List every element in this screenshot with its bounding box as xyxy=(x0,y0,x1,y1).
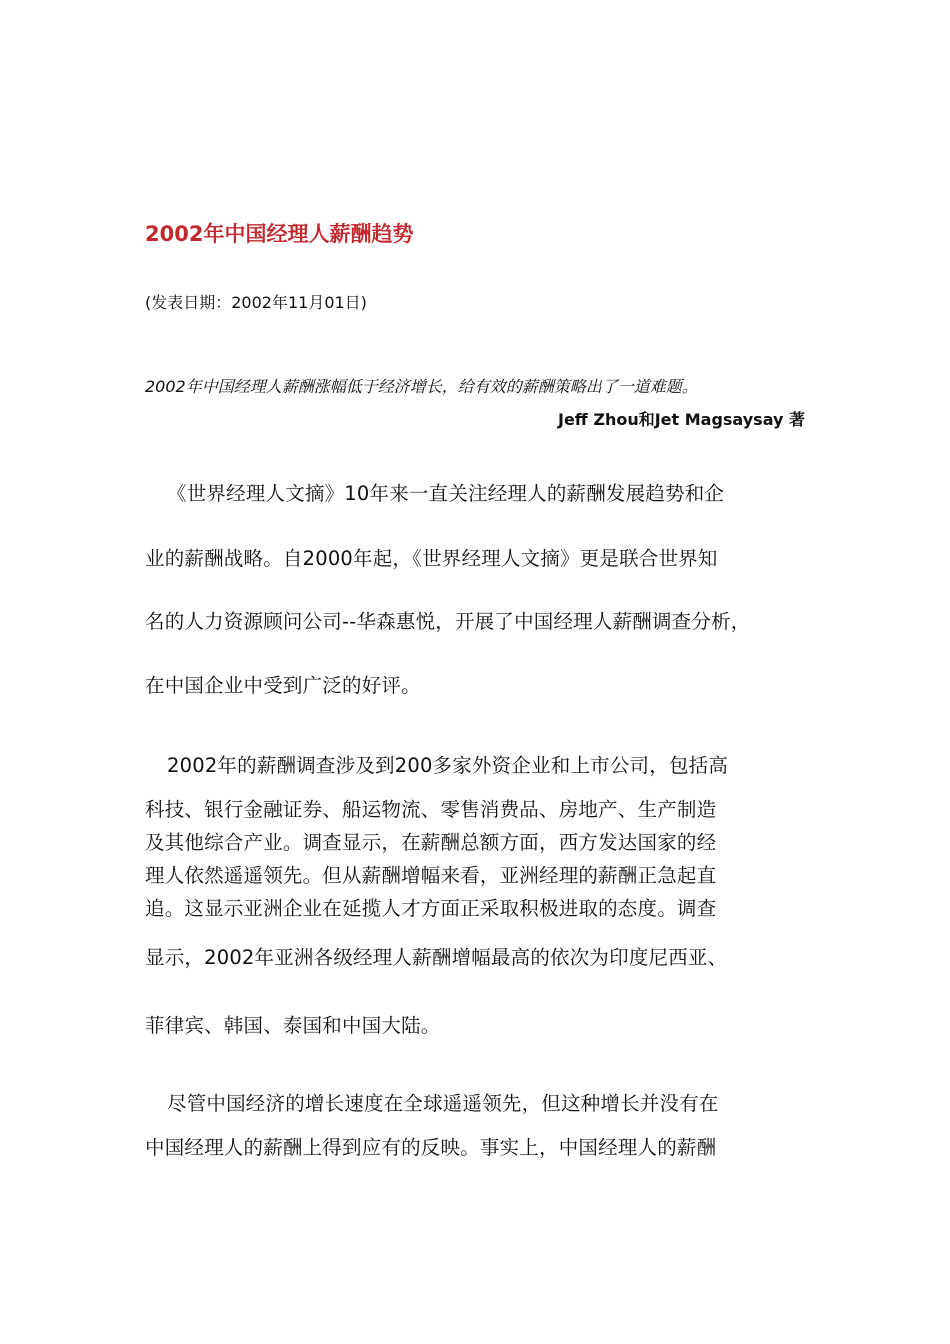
publish-date: (发表日期：2002年11月01日) xyxy=(145,293,367,312)
text-line: 2002年的薪酬调查涉及到200多家外资企业和上市公司，包括高 xyxy=(167,754,729,777)
text-line: 理人依然遥遥领先。但从薪酬增幅来看，亚洲经理的薪酬正急起直 xyxy=(145,864,717,887)
text-line: 尽管中国经济的增长速度在全球遥遥领先，但这种增长并没有在 xyxy=(167,1092,719,1115)
article-title: 2002年中国经理人薪酬趋势 xyxy=(145,222,414,246)
text-line: 科技、银行金融证券、船运物流、零售消费品、房地产、生产制造 xyxy=(145,798,717,821)
text-line: 《世界经理人文摘》10年来一直关注经理人的薪酬发展趋势和企 xyxy=(167,482,725,505)
article-byline: Jeff Zhou和Jet Magsaysay 著 xyxy=(558,410,805,429)
text-line: 在中国企业中受到广泛的好评。 xyxy=(145,674,421,697)
text-line: 业的薪酬战略。自2000年起，《世界经理人文摘》更是联合世界知 xyxy=(145,547,718,570)
text-line: 追。这显示亚洲企业在延揽人才方面正采取积极进取的态度。调查 xyxy=(145,897,717,920)
text-line: 中国经理人的薪酬上得到应有的反映。事实上，中国经理人的薪酬 xyxy=(145,1136,717,1159)
text-line: 名的人力资源顾问公司--华森惠悦，开展了中国经理人薪酬调查分析， xyxy=(145,610,751,633)
text-line: 菲律宾、韩国、泰国和中国大陆。 xyxy=(145,1014,441,1037)
text-line: 及其他综合产业。调查显示，在薪酬总额方面，西方发达国家的经 xyxy=(145,831,717,854)
article-lede: 2002年中国经理人薪酬涨幅低于经济增长，给有效的薪酬策略出了一道难题。 xyxy=(145,377,698,396)
text-line: 显示，2002年亚洲各级经理人薪酬增幅最高的依次为印度尼西亚、 xyxy=(145,946,728,969)
